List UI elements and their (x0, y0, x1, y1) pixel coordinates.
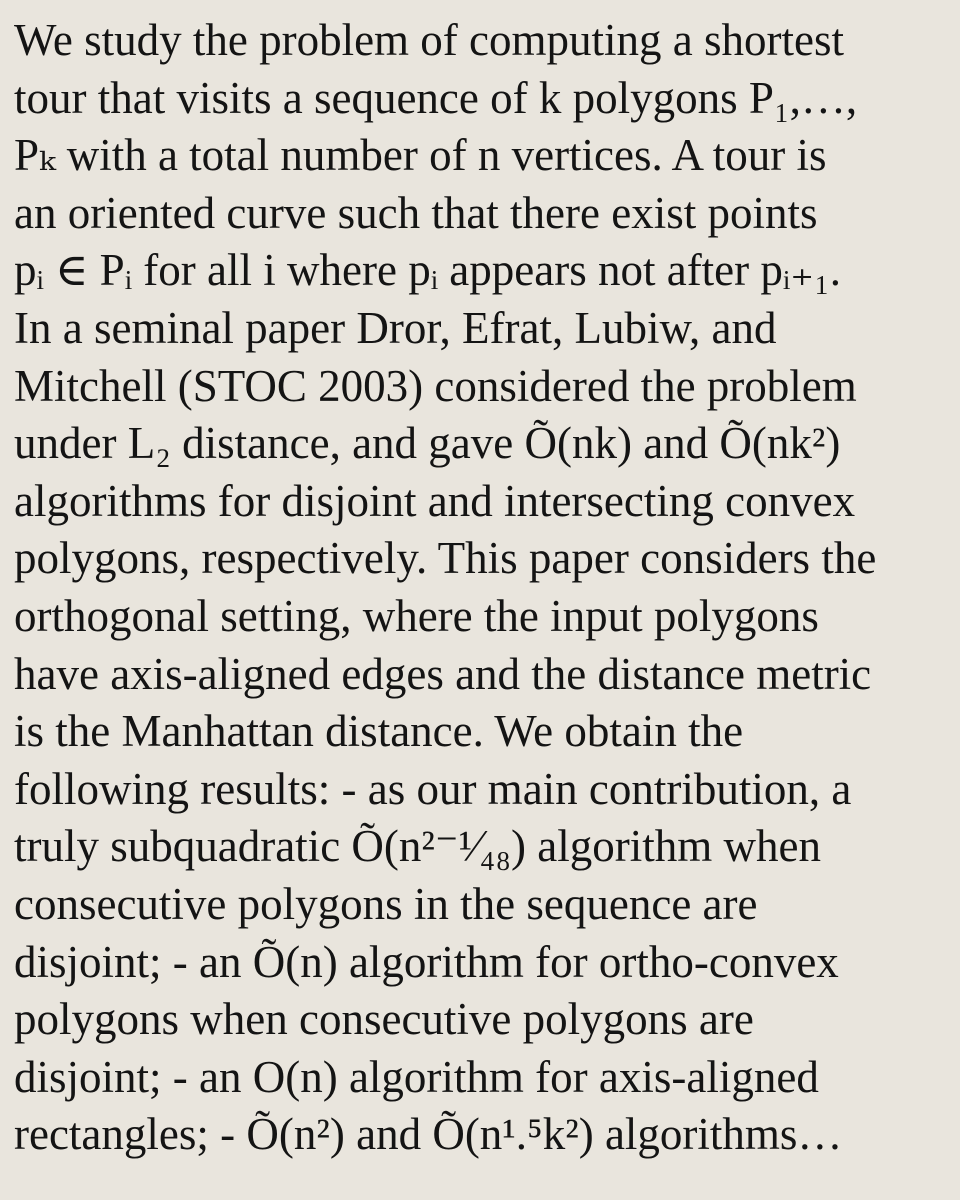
abstract-line: disjoint; - an Õ(n) algorithm for ortho-convex (14, 936, 839, 987)
abstract-line: is the Manhattan distance. We obtain the (14, 706, 744, 757)
abstract-line: polygons when consecutive polygons are (14, 994, 754, 1045)
abstract-line: an oriented curve such that there exist points (14, 187, 818, 238)
abstract-line: Mitchell (STOC 2003) considered the problem (14, 360, 857, 411)
abstract-line: following results: - as our main contribution, a (14, 763, 852, 814)
abstract-line: pᵢ ∈ Pᵢ for all i where pᵢ appears not after pᵢ₊₁. (14, 245, 841, 296)
abstract-line: tour that visits a sequence of k polygons P₁,…, (14, 72, 858, 123)
abstract-line: orthogonal setting, where the input polygons (14, 590, 819, 641)
abstract-line: disjoint; - an O(n) algorithm for axis-aligned (14, 1051, 819, 1102)
abstract-line: algorithms for disjoint and intersecting convex (14, 475, 856, 526)
abstract-line: truly subquadratic Õ(n²⁻¹⁄₄₈) algorithm when (14, 821, 821, 872)
abstract-line: Pₖ with a total number of n vertices. A tour is (14, 130, 827, 181)
abstract-line: consecutive polygons in the sequence are (14, 878, 758, 929)
abstract-line: have axis-aligned edges and the distance metric (14, 648, 872, 699)
abstract-line: We study the problem of computing a shortest (14, 15, 844, 65)
abstract-line: In a seminal paper Dror, Efrat, Lubiw, and (14, 302, 777, 353)
abstract-text (14, 12, 960, 1164)
abstract-line: polygons, respectively. This paper considers the (14, 533, 877, 584)
abstract-line: under L₂ distance, and gave Õ(nk) and Õ(nk²) (14, 418, 841, 469)
abstract-line: rectangles; - Õ(n²) and Õ(n¹.⁵k²) algorithms… (14, 1109, 843, 1160)
